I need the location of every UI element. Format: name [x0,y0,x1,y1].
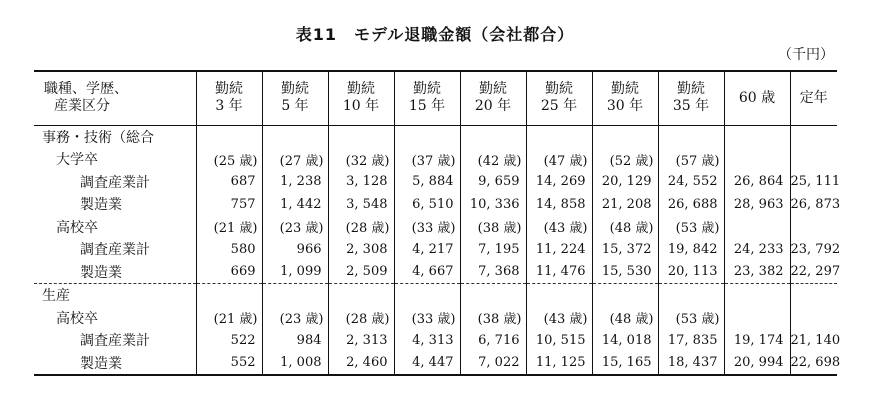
value-cell [196,284,262,307]
value-cell: 522 [196,329,262,352]
row-label: 調査産業計 [34,238,196,261]
col-header-35yr [658,71,724,125]
value-cell [592,284,658,307]
value-cell: 11, 125 [526,352,592,376]
value-cell: 5, 884 [394,171,460,194]
value-cell: 6, 716 [460,329,526,352]
value-cell: 1, 442 [262,193,328,216]
age-cell: (32 歳) [328,148,394,171]
value-cell [790,216,837,239]
age-cell: (53 歳) [658,307,724,330]
value-cell [328,284,394,307]
value-cell: 24, 552 [658,171,724,194]
value-cell: 7, 022 [460,352,526,376]
value-cell [724,307,790,330]
age-cell: (21 歳) [196,307,262,330]
value-cell: 23, 382 [724,261,790,284]
value-cell: 21, 208 [592,193,658,216]
value-cell [262,284,328,307]
value-cell: 24, 233 [724,238,790,261]
age-cell: (38 歳) [460,307,526,330]
col-header-age60 [724,71,790,125]
table-row [34,238,837,261]
value-cell [526,125,592,148]
age-cell: (23 歳) [262,216,328,239]
value-cell: 11, 476 [526,261,592,284]
table-row [34,171,837,194]
col-header-line1: 勤続 [479,81,507,98]
row-label: 調査産業計 [34,171,196,194]
col-header-retirement [790,71,837,125]
table-row [34,148,837,171]
age-cell: (38 歳) [460,216,526,239]
value-cell: 2, 313 [328,329,394,352]
age-cell: (28 歳) [328,307,394,330]
row-label: 事務・技術（総合 [34,125,196,148]
table-row [34,284,837,307]
table-row [34,261,837,284]
value-cell: 21, 140 [790,332,841,348]
col-header-line1: 60 歳 [738,89,776,106]
age-cell: (33 歳) [394,216,460,239]
col-header-15yr [394,71,460,125]
row-label: 大学卒 [34,148,196,171]
value-cell: 14, 858 [526,193,592,216]
value-cell: 4, 313 [394,329,460,352]
value-cell: 2, 509 [328,261,394,284]
value-cell [328,125,394,148]
col-header-5yr [262,71,328,125]
category-header-line2: 産業区分 [54,98,110,115]
col-header-line1: 勤続 [281,81,309,98]
row-label: 製造業 [34,261,196,284]
unit-label: （千円） [778,47,834,63]
age-cell: (48 歳) [592,307,658,330]
value-cell: 4, 667 [394,261,460,284]
row-label: 調査産業計 [34,329,196,352]
age-cell: (25 歳) [196,148,262,171]
table-row [34,329,837,352]
category-header [34,71,196,125]
row-label: 製造業 [34,352,196,376]
age-cell: (48 歳) [592,216,658,239]
value-cell: 26, 864 [724,171,790,194]
col-header-line1: 勤続 [611,81,639,98]
value-cell [262,125,328,148]
value-cell: 28, 963 [724,193,790,216]
value-cell: 19, 842 [658,238,724,261]
value-cell: 1, 099 [262,261,328,284]
col-header-25yr [526,71,592,125]
value-cell: 6, 510 [394,193,460,216]
col-header-line1: 勤続 [215,81,243,98]
value-cell: 11, 224 [526,238,592,261]
value-cell [460,125,526,148]
value-cell [790,148,837,171]
col-header-line1: 勤続 [347,81,375,98]
value-cell: 22, 698 [790,352,837,376]
value-cell: 17, 835 [658,329,724,352]
age-cell: (33 歳) [394,307,460,330]
col-header-line2: 35 年 [672,98,710,115]
col-header-line1: 勤続 [545,81,573,98]
value-cell: 25, 111 [790,174,841,190]
value-cell: 580 [196,238,262,261]
age-cell: (53 歳) [658,216,724,239]
retirement-allowance-table [34,70,841,376]
value-cell: 22, 297 [790,264,841,280]
value-cell [790,307,837,330]
age-cell: (23 歳) [262,307,328,330]
value-cell: 3, 548 [328,193,394,216]
value-cell: 19, 174 [724,329,790,352]
value-cell: 18, 437 [658,352,724,376]
value-cell [724,216,790,239]
value-cell [394,125,460,148]
value-cell [592,125,658,148]
age-cell: (27 歳) [262,148,328,171]
col-header-line2: 10 年 [342,98,380,115]
value-cell: 3, 128 [328,171,394,194]
value-cell: 15, 530 [592,261,658,284]
row-label: 製造業 [34,193,196,216]
col-header-line2: 30 年 [606,98,644,115]
col-header-line1: 勤続 [413,81,441,98]
col-header-line1: 勤続 [677,81,705,98]
value-cell: 687 [196,171,262,194]
col-header-line2: 3 年 [215,98,243,115]
value-cell: 15, 165 [592,352,658,376]
value-cell: 10, 336 [460,193,526,216]
table-row [34,352,837,376]
header-row [34,71,837,125]
value-cell [196,125,262,148]
value-cell: 1, 238 [262,171,328,194]
age-cell: (52 歳) [592,148,658,171]
value-cell: 4, 447 [394,352,460,376]
value-cell [394,284,460,307]
col-header-line2: 20 年 [474,98,512,115]
value-cell: 7, 368 [460,261,526,284]
value-cell: 757 [196,193,262,216]
value-cell [658,284,724,307]
value-cell: 2, 308 [328,238,394,261]
col-header-line2: 25 年 [540,98,578,115]
table-row [34,125,837,148]
value-cell [724,284,790,307]
row-label: 高校卒 [34,307,196,330]
value-cell [658,125,724,148]
value-cell: 14, 018 [592,329,658,352]
col-header-line1: 定年 [799,89,828,106]
table-row [34,193,837,216]
value-cell: 14, 269 [526,171,592,194]
value-cell: 966 [262,238,328,261]
col-header-line2: 5 年 [281,98,309,115]
value-cell: 15, 372 [592,238,658,261]
value-cell [790,284,837,307]
age-cell: (42 歳) [460,148,526,171]
value-cell: 1, 008 [262,352,328,376]
age-cell: (37 歳) [394,148,460,171]
value-cell [460,284,526,307]
col-header-30yr [592,71,658,125]
age-cell: (28 歳) [328,216,394,239]
value-cell: 984 [262,329,328,352]
category-header-line1: 職種、学歴、 [44,81,128,98]
age-cell: (57 歳) [658,148,724,171]
col-header-20yr [460,71,526,125]
value-cell: 20, 113 [658,261,724,284]
col-header-line2: 15 年 [408,98,446,115]
row-label: 高校卒 [34,216,196,239]
table-row [34,307,837,330]
age-cell: (21 歳) [196,216,262,239]
value-cell: 20, 129 [592,171,658,194]
value-cell: 10, 515 [526,329,592,352]
value-cell: 23, 792 [790,241,841,257]
table-title: 表11 モデル退職金額（会社都合） [295,25,575,44]
value-cell: 26, 688 [658,193,724,216]
value-cell [790,125,837,148]
value-cell [724,125,790,148]
col-header-3yr [196,71,262,125]
value-cell: 552 [196,352,262,376]
value-cell: 9, 659 [460,171,526,194]
age-cell: (47 歳) [526,148,592,171]
value-cell: 20, 994 [724,352,790,376]
value-cell: 4, 217 [394,238,460,261]
value-cell: 7, 195 [460,238,526,261]
table-row [34,216,837,239]
age-cell: (43 歳) [526,216,592,239]
col-header-10yr [328,71,394,125]
age-cell: (43 歳) [526,307,592,330]
row-label: 生産 [34,284,196,307]
value-cell: 26, 873 [790,196,841,212]
value-cell [724,148,790,171]
value-cell: 669 [196,261,262,284]
value-cell: 2, 460 [328,352,394,376]
value-cell [526,284,592,307]
